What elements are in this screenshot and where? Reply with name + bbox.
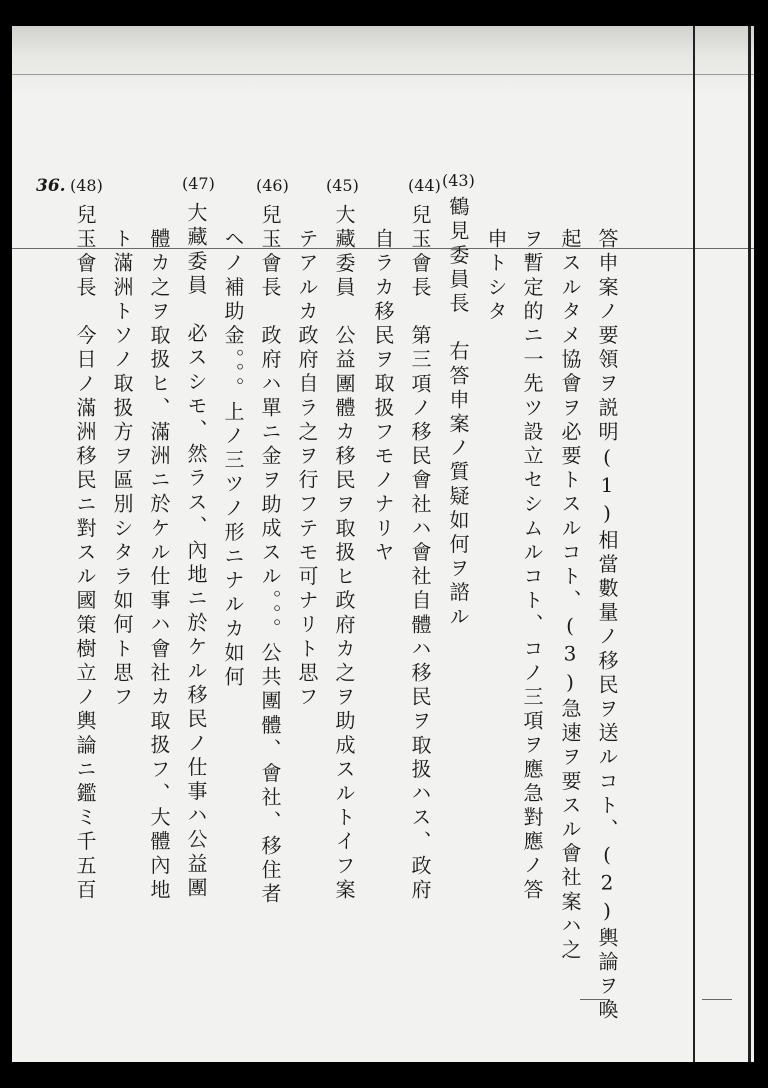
text-column: 兒玉會長 第三項ノ移民會社ハ會社自體ハ移民ヲ取扱ハス、政府 (408, 204, 432, 903)
text-column: テアルカ政府自ラ之ヲ行フテモ可ナリト思フ (295, 228, 319, 710)
entry-number: (43) (442, 171, 475, 190)
faint-rule (12, 74, 754, 75)
text-column: 大藏委員 必スシモ、然ラス、內地ニ於ケル移民ノ仕事ハ公益團 (184, 202, 208, 901)
document-page (12, 26, 754, 1062)
entry-number: (46) (256, 176, 289, 195)
text-column: 鶴見委員長 右答申案ノ質疑如何ヲ諮ル (446, 196, 470, 630)
entry-number: (48) (70, 176, 103, 195)
text-column: 自ラカ移民ヲ取扱フモノナリヤ (371, 228, 395, 566)
margin-tick (702, 999, 732, 1000)
text-column: 體カ之ヲ取扱ヒ、滿洲ニ於ケル仕事ハ會社カ取扱フ、大體內地 (147, 228, 171, 903)
entry-number: (45) (326, 176, 359, 195)
right-margin-line (693, 26, 695, 1062)
text-column: 申トシタ (484, 228, 508, 325)
text-column: 大藏委員 公益團體カ移民ヲ取扱ヒ政府カ之ヲ助成スルトイフ案 (332, 204, 356, 903)
entry-number: (47) (182, 174, 215, 193)
entry-number: (44) (408, 176, 441, 195)
text-column: 兒玉會長 政府ハ單ニ金ヲ助成スル。。。公共團體、會社、移住者 (258, 204, 282, 907)
text-column: ヘノ補助金。。。上ノ三ツノ形ニナルカ如何 (221, 228, 245, 690)
text-column: ト滿洲トソノ取扱方ヲ區別シタラ如何ト思フ (110, 228, 134, 710)
right-edge-line (748, 26, 751, 1062)
text-column: ヲ暫定的ニ一先ツ設立セシムルコト、コノ三項ヲ應急對應ノ答 (520, 228, 544, 903)
text-column: 起スルタメ協會ヲ必要トスルコト、(3)急速ヲ要スル會社案ハ之 (558, 228, 582, 963)
page-number: 36. (36, 176, 66, 196)
scan-shadow (12, 26, 754, 96)
text-column: 答申案ノ要領ヲ説明(1)相當數量ノ移民ヲ送ルコト、(2)輿論ヲ喚 (595, 228, 619, 1024)
text-column: 兒玉會長 今日ノ滿洲移民ニ對スル國策樹立ノ輿論ニ鑑ミ千五百 (73, 204, 97, 903)
